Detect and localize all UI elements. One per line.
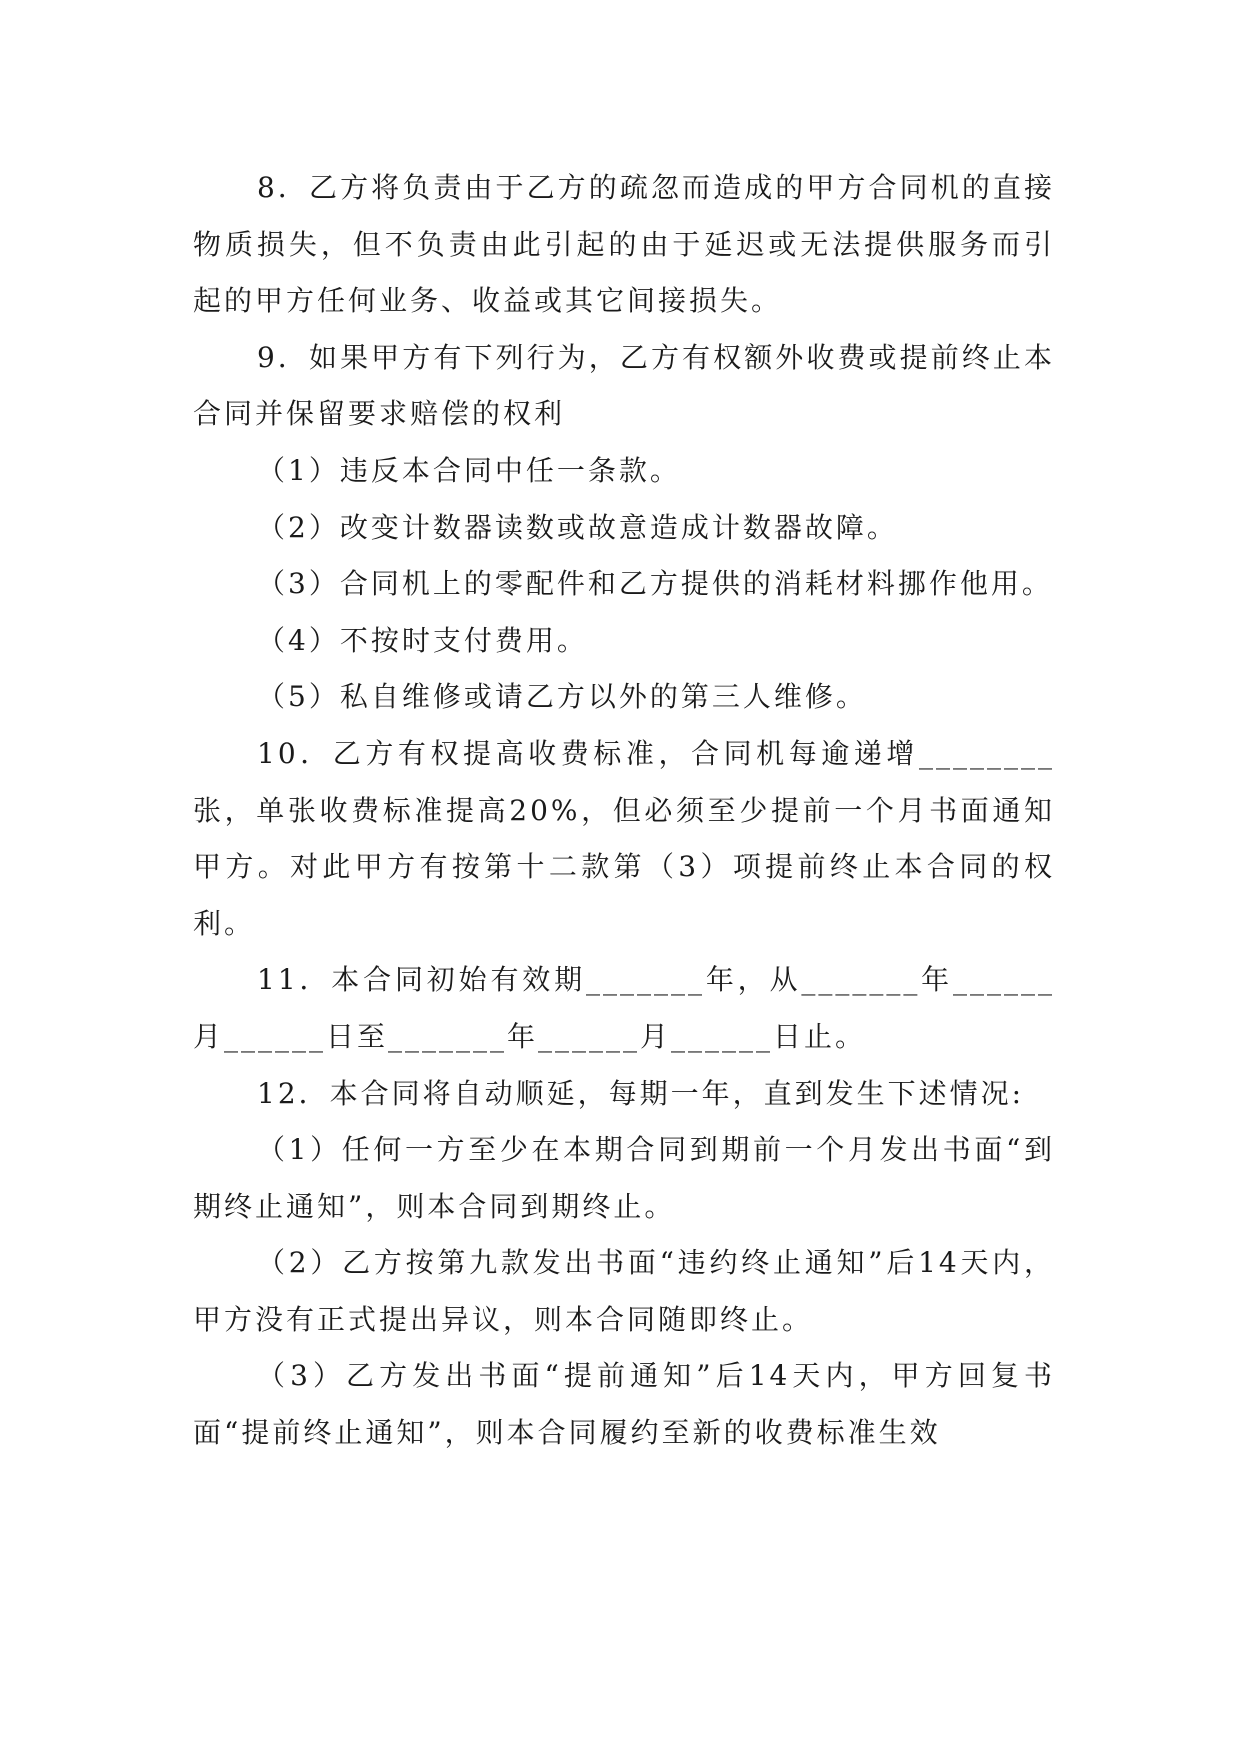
clause-10: 10．乙方有权提高收费标准，合同机每逾递增________张，单张收费标准提高20%，但必须至少提前一个月书面通知甲方。对此甲方有按第十二款第（3）项提前终止本合同的权利。 xyxy=(193,736,1055,940)
document-body xyxy=(193,160,1055,1462)
clause-9-item-3: （3）合同机上的零配件和乙方提供的消耗材料挪作他用。 xyxy=(257,567,1053,601)
clause-9-item-5: （5）私自维修或请乙方以外的第三人维修。 xyxy=(257,680,867,714)
clause-12-item-3: （3）乙方发出书面“提前通知”后14天内，甲方回复书面“提前终止通知”，则本合同履约至新的收费标准生效 xyxy=(193,1359,1055,1450)
clause-12-item-2: （2）乙方按第九款发出书面“违约终止通知”后14天内，甲方没有正式提出异议，则本合同随即终止。 xyxy=(193,1246,1055,1336)
clause-9: 9．如果甲方有下列行为，乙方有权额外收费或提前终止本合同并保留要求赔偿的权利 xyxy=(193,340,1055,431)
clause-9-item-4: （4）不按时支付费用。 xyxy=(257,623,588,657)
clause-8: 8．乙方将负责由于乙方的疏忽而造成的甲方合同机的直接物质损失，但不负责由此引起的由于延迟或无法提供服务而引起的甲方任何业务、收益或其它间接损失。 xyxy=(193,171,1055,318)
clause-11: 11．本合同初始有效期_______年，从_______年______月______日至_______年______月______日止。 xyxy=(193,963,1055,1053)
clause-9-item-2: （2）改变计数器读数或故意造成计数器故障。 xyxy=(257,510,898,544)
clause-12: 12．本合同将自动顺延，每期一年，直到发生下述情况: xyxy=(257,1076,1025,1110)
clause-12-item-1: （1）任何一方至少在本期合同到期前一个月发出书面“到期终止通知”，则本合同到期终止。 xyxy=(193,1133,1055,1223)
clause-9-item-1: （1）违反本合同中任一条款。 xyxy=(257,453,681,487)
